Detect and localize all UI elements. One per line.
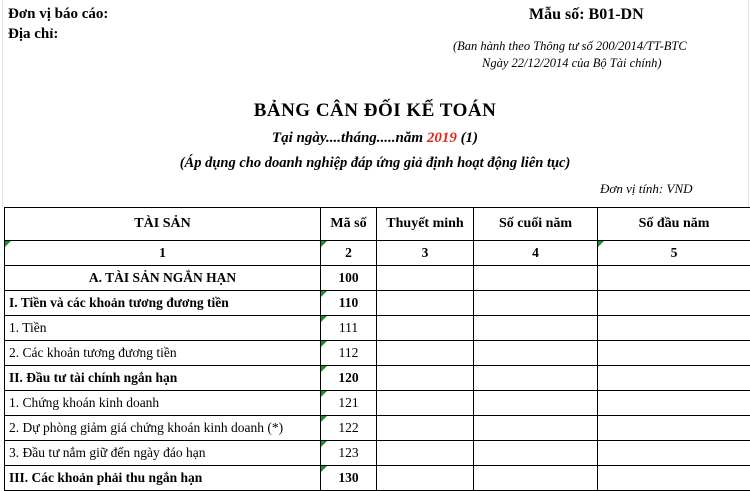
column-number[interactable]: 5	[598, 241, 750, 266]
row-closing-cell[interactable]	[474, 441, 598, 466]
row-notes-cell[interactable]	[377, 441, 474, 466]
table-row	[5, 466, 750, 491]
row-label[interactable]: 1. Tiền	[5, 316, 321, 341]
header-opening-balance[interactable]: Số đầu năm	[598, 208, 750, 241]
table-row	[5, 266, 750, 291]
row-opening-cell[interactable]	[598, 266, 750, 291]
row-notes-cell[interactable]	[377, 341, 474, 366]
cell-marker-icon	[321, 366, 327, 372]
cell-marker-icon	[321, 241, 327, 247]
column-number[interactable]: 3	[377, 241, 474, 266]
row-closing-cell[interactable]	[474, 266, 598, 291]
row-closing-cell[interactable]	[474, 416, 598, 441]
row-notes-cell[interactable]	[377, 466, 474, 491]
report-year: 2019	[427, 130, 457, 146]
table-row	[5, 391, 750, 416]
column-number[interactable]: 2	[321, 241, 377, 266]
row-opening-cell[interactable]	[598, 441, 750, 466]
row-code[interactable]: 120	[321, 366, 377, 391]
address-label: Địa chỉ:	[8, 26, 58, 43]
row-code[interactable]: 100	[321, 266, 377, 291]
table-row	[5, 441, 750, 466]
row-code[interactable]: 112	[321, 341, 377, 366]
row-opening-cell[interactable]	[598, 391, 750, 416]
row-closing-cell[interactable]	[474, 316, 598, 341]
header-assets[interactable]: TÀI SẢN	[5, 208, 321, 241]
column-number[interactable]: 1	[5, 241, 321, 266]
cell-marker-icon	[321, 341, 327, 347]
cell-marker-icon	[321, 441, 327, 447]
row-opening-cell[interactable]	[598, 291, 750, 316]
row-closing-cell[interactable]	[474, 366, 598, 391]
row-opening-cell[interactable]	[598, 341, 750, 366]
table-row	[5, 416, 750, 441]
table-row	[5, 291, 750, 316]
form-number: Mẫu số: B01-DN	[529, 6, 644, 24]
report-date-line	[0, 130, 750, 147]
date-suffix: (1)	[457, 130, 478, 146]
row-code[interactable]: 111	[321, 316, 377, 341]
row-closing-cell[interactable]	[474, 341, 598, 366]
row-notes-cell[interactable]	[377, 416, 474, 441]
row-notes-cell[interactable]	[377, 291, 474, 316]
document-title: BẢNG CÂN ĐỐI KẾ TOÁN	[0, 100, 750, 122]
row-label[interactable]: 1. Chứng khoán kinh doanh	[5, 391, 321, 416]
row-opening-cell[interactable]	[598, 366, 750, 391]
date-prefix: Tại ngày....tháng.....năm	[272, 130, 427, 146]
column-number[interactable]: 4	[474, 241, 598, 266]
balance-sheet-table	[4, 207, 750, 491]
row-notes-cell[interactable]	[377, 366, 474, 391]
row-notes-cell[interactable]	[377, 391, 474, 416]
row-label[interactable]: II. Đầu tư tài chính ngắn hạn	[5, 366, 321, 391]
issued-by-line-1: (Ban hành theo Thông tư số 200/2014/TT-BTC	[453, 39, 687, 54]
row-opening-cell[interactable]	[598, 316, 750, 341]
table-row	[5, 316, 750, 341]
cell-marker-icon	[598, 241, 604, 247]
row-label[interactable]: 3. Đầu tư nắm giữ đến ngày đáo hạn	[5, 441, 321, 466]
row-notes-cell[interactable]	[377, 316, 474, 341]
row-notes-cell[interactable]	[377, 266, 474, 291]
header-notes[interactable]: Thuyết minh	[377, 208, 474, 241]
row-code[interactable]: 110	[321, 291, 377, 316]
row-label[interactable]: III. Các khoản phải thu ngắn hạn	[5, 466, 321, 491]
row-closing-cell[interactable]	[474, 291, 598, 316]
column-number-row	[5, 241, 750, 266]
row-label[interactable]: 2. Dự phòng giảm giá chứng khoán kinh doanh (*)	[5, 416, 321, 441]
row-label[interactable]: I. Tiền và các khoản tương đương tiền	[5, 291, 321, 316]
row-label[interactable]: A. TÀI SẢN NGẮN HẠN	[5, 266, 321, 291]
table-row	[5, 341, 750, 366]
header-closing-balance[interactable]: Số cuối năm	[474, 208, 598, 241]
reporting-unit-label: Đơn vị báo cáo:	[8, 6, 108, 23]
row-code[interactable]: 123	[321, 441, 377, 466]
row-closing-cell[interactable]	[474, 466, 598, 491]
row-opening-cell[interactable]	[598, 466, 750, 491]
row-code[interactable]: 121	[321, 391, 377, 416]
cell-marker-icon	[321, 391, 327, 397]
cell-marker-icon	[321, 291, 327, 297]
row-closing-cell[interactable]	[474, 391, 598, 416]
row-label[interactable]: 2. Các khoản tương đương tiền	[5, 341, 321, 366]
table-row	[5, 366, 750, 391]
cell-marker-icon	[5, 241, 11, 247]
row-code[interactable]: 122	[321, 416, 377, 441]
cell-marker-icon	[321, 316, 327, 322]
table-header-row	[5, 208, 750, 241]
header-code[interactable]: Mã số	[321, 208, 377, 241]
applicability-note: (Áp dụng cho doanh nghiệp đáp ứng giả định hoạt động liên tục)	[0, 155, 750, 172]
currency-unit: Đơn vị tính: VND	[600, 181, 693, 197]
cell-marker-icon	[321, 416, 327, 422]
row-opening-cell[interactable]	[598, 416, 750, 441]
cell-marker-icon	[321, 466, 327, 472]
issued-by-line-2: Ngày 22/12/2014 của Bộ Tài chính)	[482, 56, 662, 71]
row-code[interactable]: 130	[321, 466, 377, 491]
